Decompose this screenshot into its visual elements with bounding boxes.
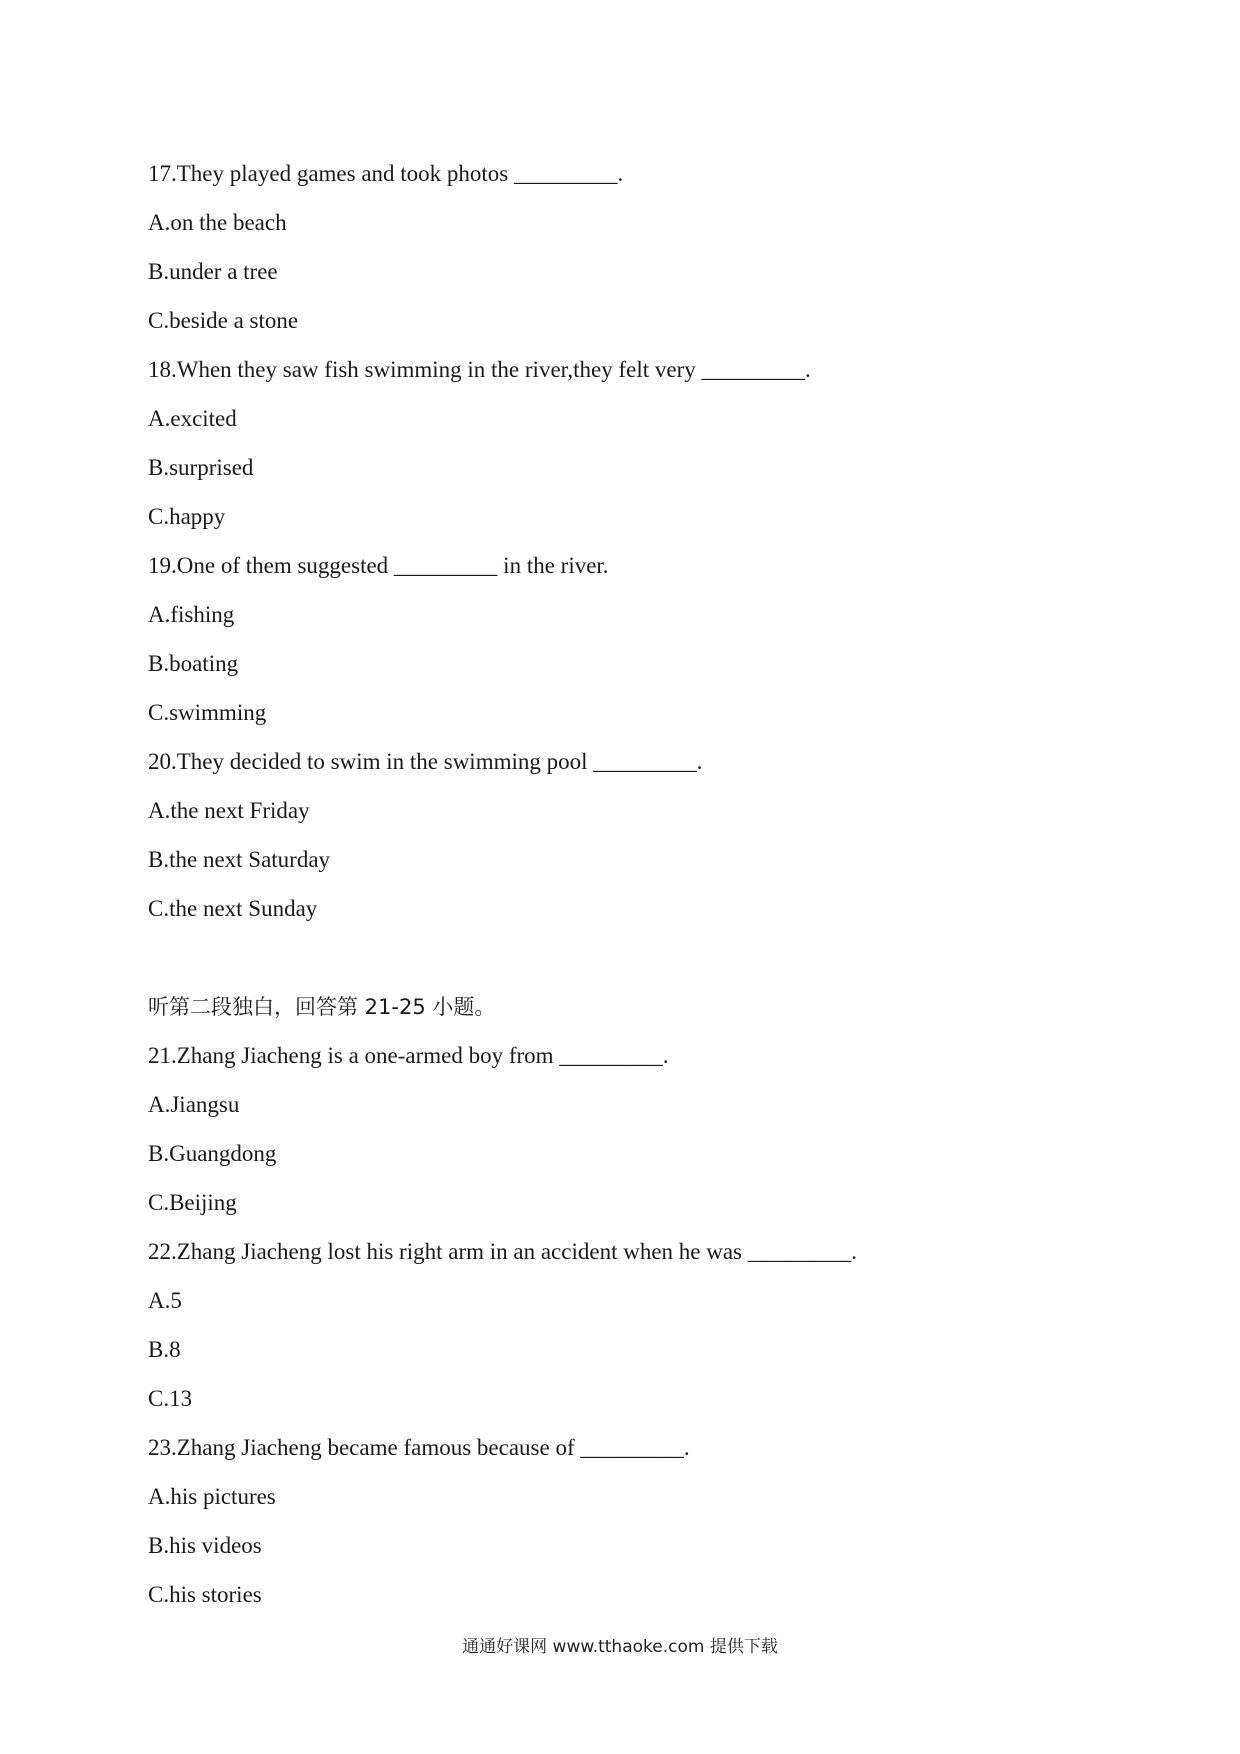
answer-option: A.his pictures xyxy=(148,1484,276,1509)
answer-option: A.fishing xyxy=(148,602,235,627)
answer-option: C.swimming xyxy=(148,700,267,725)
question-text: 21.Zhang Jiacheng is a one-armed boy from _________. xyxy=(148,1043,669,1068)
question-text: 17.They played games and took photos _________. xyxy=(148,161,624,186)
section-heading: 听第二段独白，回答第 21-25 小题。 xyxy=(148,995,496,1019)
answer-option: C.13 xyxy=(148,1386,193,1411)
question-text: 20.They decided to swim in the swimming pool _________. xyxy=(148,749,703,774)
answer-option: B.under a tree xyxy=(148,259,278,284)
question-text: 22.Zhang Jiacheng lost his right arm in an accident when he was _________. xyxy=(148,1239,858,1264)
answer-option: A.Jiangsu xyxy=(148,1092,240,1117)
answer-option: A.the next Friday xyxy=(148,798,310,823)
question-text: 18.When they saw fish swimming in the river,they felt very _________. xyxy=(148,357,811,382)
answer-option: C.his stories xyxy=(148,1582,262,1607)
answer-option: B.boating xyxy=(148,651,239,676)
answer-option: A.5 xyxy=(148,1288,182,1313)
answer-option: B.the next Saturday xyxy=(148,847,331,872)
page-footer: 通通好课网 www.tthaoke.com 提供下载 xyxy=(462,1637,778,1657)
answer-option: B.Guangdong xyxy=(148,1141,277,1166)
question-text: 19.One of them suggested _________ in the river. xyxy=(148,553,609,578)
section-gap xyxy=(148,940,1108,989)
answer-option: B.8 xyxy=(148,1337,181,1362)
question-list xyxy=(148,156,1108,1626)
answer-option: A.excited xyxy=(148,406,237,431)
answer-option: C.the next Sunday xyxy=(148,896,318,921)
answer-option: C.beside a stone xyxy=(148,308,299,333)
answer-option: C.Beijing xyxy=(148,1190,237,1215)
answer-option: B.surprised xyxy=(148,455,254,480)
question-text: 23.Zhang Jiacheng became famous because of _________. xyxy=(148,1435,690,1460)
answer-option: C.happy xyxy=(148,504,226,529)
answer-option: A.on the beach xyxy=(148,210,287,235)
answer-option: B.his videos xyxy=(148,1533,262,1558)
